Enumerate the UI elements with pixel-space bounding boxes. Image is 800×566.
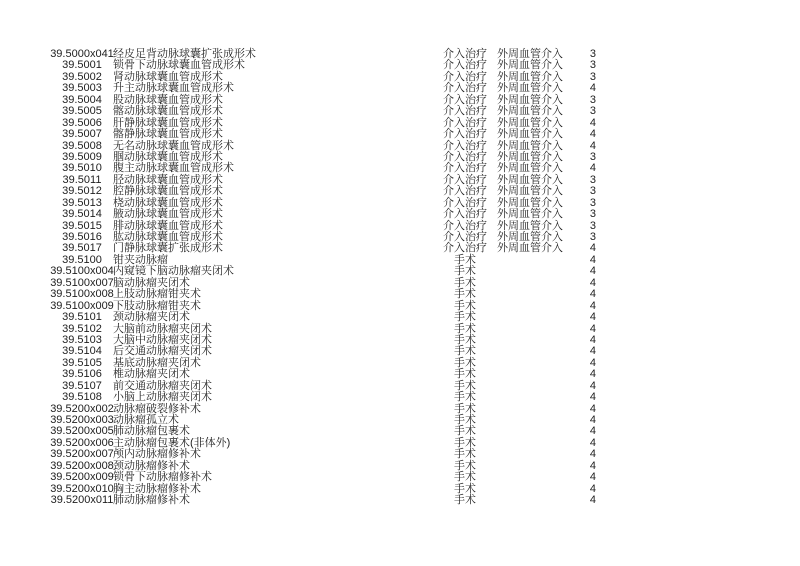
procedure-description: 内窥镜下脑动脉瘤夹闭术 <box>113 265 234 278</box>
procedure-description: 门静脉球囊扩张成形术 <box>113 242 223 255</box>
level-value: 3 <box>589 48 596 60</box>
procedure-code: 39.5005 <box>62 105 102 118</box>
table-row <box>40 392 600 403</box>
level-value: 3 <box>589 185 596 198</box>
level-value: 4 <box>589 253 596 266</box>
procedure-description: 肾动脉球囊血管成形术 <box>113 70 223 83</box>
treatment-category: 介入治疗 <box>443 196 487 209</box>
procedure-code: 39.5104 <box>62 345 102 358</box>
level-value: 4 <box>589 265 596 278</box>
procedure-description: 主动脉瘤包裹术(非体外) <box>113 436 231 449</box>
procedure-description: 下肢动脉瘤钳夹术 <box>113 299 201 312</box>
level-value: 4 <box>589 82 596 95</box>
treatment-category: 介入治疗 <box>443 93 487 106</box>
treatment-category: 手术 <box>454 345 476 358</box>
procedure-description: 无名动脉球囊血管成形术 <box>113 139 234 152</box>
procedure-description: 动脉瘤孤立术 <box>113 414 179 426</box>
procedure-description: 锁骨下动脉球囊血管成形术 <box>113 59 245 72</box>
treatment-category: 介入治疗 <box>443 162 487 175</box>
procedure-code: 39.5200x006 <box>50 436 114 449</box>
treatment-category: 手术 <box>454 276 476 289</box>
procedure-code: 39.5002 <box>62 70 102 83</box>
level-value: 4 <box>589 276 596 289</box>
procedure-description: 后交通动脉瘤夹闭术 <box>113 345 212 358</box>
procedure-description: 动脉瘤破裂修补术 <box>113 402 201 415</box>
treatment-category: 手术 <box>454 471 476 484</box>
procedure-description: 椎动脉瘤夹闭术 <box>113 368 190 381</box>
treatment-category: 手术 <box>454 368 476 381</box>
procedure-description: 基底动脉瘤夹闭术 <box>113 356 201 369</box>
procedure-description: 脑动脉瘤夹闭术 <box>113 276 190 289</box>
table-row <box>40 129 600 140</box>
treatment-category: 手术 <box>454 482 476 495</box>
level-value: 3 <box>589 70 596 83</box>
treatment-subcategory: 外周血管介入 <box>497 139 563 152</box>
procedure-description: 腘动脉球囊血管成形术 <box>113 150 223 163</box>
procedure-description: 锁骨下动脉瘤修补术 <box>113 471 212 484</box>
treatment-category: 手术 <box>454 288 476 301</box>
procedure-description: 颅内动脉瘤修补术 <box>113 448 201 461</box>
procedure-code: 39.5100 <box>62 253 102 266</box>
procedure-code: 39.5200x007 <box>50 448 114 461</box>
procedure-code: 39.5200x005 <box>50 425 114 438</box>
procedure-code: 39.5200x010 <box>50 482 114 495</box>
treatment-category: 手术 <box>454 425 476 438</box>
level-value: 3 <box>589 93 596 106</box>
level-value: 4 <box>589 128 596 141</box>
treatment-subcategory: 外周血管介入 <box>497 185 563 198</box>
treatment-category: 介入治疗 <box>443 59 487 72</box>
procedure-description: 髂静脉球囊血管成形术 <box>113 128 223 141</box>
treatment-subcategory: 外周血管介入 <box>497 162 563 175</box>
level-value: 4 <box>589 242 596 255</box>
level-value: 3 <box>589 208 596 221</box>
treatment-category: 介入治疗 <box>443 185 487 198</box>
treatment-category: 介入治疗 <box>443 208 487 221</box>
table-row <box>40 495 600 506</box>
treatment-category: 手术 <box>454 402 476 415</box>
procedure-code: 39.5004 <box>62 93 102 106</box>
procedure-code: 39.5200x009 <box>50 471 114 484</box>
procedure-code: 39.5008 <box>62 139 102 152</box>
procedure-code: 39.5200x003 <box>50 414 114 426</box>
treatment-category: 手术 <box>454 299 476 312</box>
level-value: 3 <box>589 173 596 186</box>
treatment-category: 介入治疗 <box>443 128 487 141</box>
procedure-code: 39.5100x004 <box>50 265 114 278</box>
procedure-code: 39.5011 <box>62 173 102 186</box>
table-row <box>40 209 600 220</box>
procedure-code: 39.5016 <box>62 231 102 243</box>
level-value: 3 <box>589 219 596 232</box>
table-row <box>40 369 600 380</box>
level-value: 4 <box>589 379 596 392</box>
procedure-description: 肱动脉球囊血管成形术 <box>113 231 223 243</box>
procedure-code: 39.5108 <box>62 391 102 404</box>
procedure-description: 桡动脉球囊血管成形术 <box>113 196 223 209</box>
treatment-category: 介入治疗 <box>443 82 487 95</box>
table-row <box>40 472 600 483</box>
treatment-subcategory: 外周血管介入 <box>497 231 563 243</box>
procedure-description: 肝静脉球囊血管成形术 <box>113 116 223 129</box>
treatment-subcategory: 外周血管介入 <box>497 82 563 95</box>
level-value: 4 <box>589 299 596 312</box>
procedure-description: 胸主动脉瘤修补术 <box>113 482 201 495</box>
procedure-code: 39.5015 <box>62 219 102 232</box>
procedure-description: 钳夹动脉瘤 <box>113 253 168 266</box>
level-value: 4 <box>589 116 596 129</box>
treatment-category: 介入治疗 <box>443 116 487 129</box>
treatment-category: 介入治疗 <box>443 242 487 255</box>
treatment-category: 手术 <box>454 494 476 507</box>
treatment-subcategory: 外周血管介入 <box>497 59 563 72</box>
procedure-description: 大脑中动脉瘤夹闭术 <box>113 333 212 346</box>
level-value: 4 <box>589 391 596 404</box>
procedure-code: 39.5001 <box>62 59 102 72</box>
level-value: 4 <box>589 139 596 152</box>
table-row <box>40 289 600 300</box>
treatment-subcategory: 外周血管介入 <box>497 150 563 163</box>
procedure-description: 前交通动脉瘤夹闭术 <box>113 379 212 392</box>
level-value: 4 <box>589 311 596 324</box>
treatment-category: 介入治疗 <box>443 231 487 243</box>
procedure-description: 腔静脉球囊血管成形术 <box>113 185 223 198</box>
treatment-category: 介入治疗 <box>443 48 487 60</box>
level-value: 4 <box>589 356 596 369</box>
level-value: 4 <box>589 162 596 175</box>
procedure-code: 39.5105 <box>62 356 102 369</box>
treatment-category: 手术 <box>454 253 476 266</box>
level-value: 4 <box>589 345 596 358</box>
treatment-category: 手术 <box>454 322 476 335</box>
procedure-description: 颈动脉瘤夹闭术 <box>113 311 190 324</box>
level-value: 4 <box>589 322 596 335</box>
procedure-description: 髂动脉球囊血管成形术 <box>113 105 223 118</box>
procedure-code: 39.5106 <box>62 368 102 381</box>
procedure-code: 39.5007 <box>62 128 102 141</box>
treatment-category: 手术 <box>454 265 476 278</box>
treatment-subcategory: 外周血管介入 <box>497 219 563 232</box>
table-row <box>40 186 600 197</box>
procedure-code: 39.5103 <box>62 333 102 346</box>
procedure-code: 39.5010 <box>62 162 102 175</box>
treatment-subcategory: 外周血管介入 <box>497 116 563 129</box>
level-value: 4 <box>589 494 596 507</box>
level-value: 3 <box>589 231 596 243</box>
procedure-code: 39.5200x008 <box>50 459 114 472</box>
treatment-subcategory: 外周血管介入 <box>497 93 563 106</box>
level-value: 4 <box>589 471 596 484</box>
procedure-code: 39.5003 <box>62 82 102 95</box>
procedure-description: 肺动脉瘤包裹术 <box>113 425 190 438</box>
procedure-code: 39.5102 <box>62 322 102 335</box>
level-value: 4 <box>589 459 596 472</box>
level-value: 4 <box>589 448 596 461</box>
level-value: 4 <box>589 402 596 415</box>
procedure-description: 肺动脉瘤修补术 <box>113 494 190 507</box>
treatment-subcategory: 外周血管介入 <box>497 128 563 141</box>
procedure-code: 39.5014 <box>62 208 102 221</box>
level-value: 4 <box>589 425 596 438</box>
procedure-code: 39.5107 <box>62 379 102 392</box>
treatment-category: 介入治疗 <box>443 219 487 232</box>
procedure-code: 39.5100x009 <box>50 299 114 312</box>
treatment-category: 介入治疗 <box>443 105 487 118</box>
treatment-category: 手术 <box>454 311 476 324</box>
level-value: 3 <box>589 150 596 163</box>
procedure-table <box>40 49 600 507</box>
treatment-category: 手术 <box>454 448 476 461</box>
treatment-subcategory: 外周血管介入 <box>497 48 563 60</box>
procedure-code: 39.5200x011 <box>50 494 114 507</box>
procedure-code: 39.5012 <box>62 185 102 198</box>
treatment-category: 手术 <box>454 414 476 426</box>
procedure-description: 经皮足背动脉球囊扩张成形术 <box>113 48 256 60</box>
level-value: 4 <box>589 414 596 426</box>
procedure-code: 39.5101 <box>62 311 102 324</box>
procedure-description: 腹主动脉球囊血管成形术 <box>113 162 234 175</box>
level-value: 3 <box>589 59 596 72</box>
procedure-code: 39.5013 <box>62 196 102 209</box>
treatment-category: 介入治疗 <box>443 139 487 152</box>
treatment-subcategory: 外周血管介入 <box>497 208 563 221</box>
treatment-category: 手术 <box>454 333 476 346</box>
procedure-code: 39.5100x008 <box>50 288 114 301</box>
treatment-subcategory: 外周血管介入 <box>497 70 563 83</box>
level-value: 4 <box>589 436 596 449</box>
procedure-description: 上肢动脉瘤钳夹术 <box>113 288 201 301</box>
level-value: 3 <box>589 105 596 118</box>
treatment-category: 介入治疗 <box>443 70 487 83</box>
procedure-description: 升主动脉球囊血管成形术 <box>113 82 234 95</box>
treatment-category: 介入治疗 <box>443 150 487 163</box>
treatment-category: 介入治疗 <box>443 173 487 186</box>
procedure-description: 胫动脉球囊血管成形术 <box>113 173 223 186</box>
treatment-category: 手术 <box>454 356 476 369</box>
treatment-category: 手术 <box>454 436 476 449</box>
procedure-code: 39.5006 <box>62 116 102 129</box>
treatment-category: 手术 <box>454 459 476 472</box>
procedure-description: 股动脉球囊血管成形术 <box>113 93 223 106</box>
procedure-code: 39.5009 <box>62 150 102 163</box>
treatment-subcategory: 外周血管介入 <box>497 105 563 118</box>
table-row <box>40 106 600 117</box>
procedure-code: 39.5100x007 <box>50 276 114 289</box>
level-value: 4 <box>589 482 596 495</box>
level-value: 4 <box>589 333 596 346</box>
procedure-description: 颈动脉瘤修补术 <box>113 459 190 472</box>
procedure-code: 39.5017 <box>62 242 102 255</box>
treatment-category: 手术 <box>454 379 476 392</box>
procedure-code: 39.5200x002 <box>50 402 114 415</box>
treatment-subcategory: 外周血管介入 <box>497 173 563 186</box>
treatment-subcategory: 外周血管介入 <box>497 196 563 209</box>
level-value: 4 <box>589 368 596 381</box>
level-value: 3 <box>589 196 596 209</box>
level-value: 4 <box>589 288 596 301</box>
table-row <box>40 312 600 323</box>
procedure-code: 39.5000x041 <box>50 48 114 60</box>
treatment-category: 手术 <box>454 391 476 404</box>
procedure-description: 大脑前动脉瘤夹闭术 <box>113 322 212 335</box>
treatment-subcategory: 外周血管介入 <box>497 242 563 255</box>
procedure-description: 腋动脉球囊血管成形术 <box>113 208 223 221</box>
procedure-description: 腓动脉球囊血管成形术 <box>113 219 223 232</box>
procedure-description: 小脑上动脉瘤夹闭术 <box>113 391 212 404</box>
